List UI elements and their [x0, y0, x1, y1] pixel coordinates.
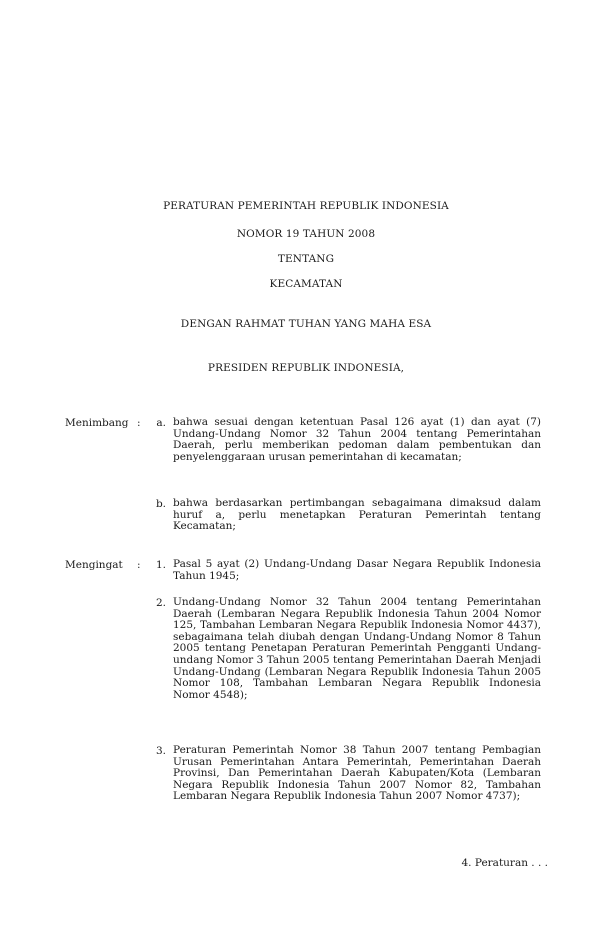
title-line-5: DENGAN RAHMAT TUHAN YANG MAHA ESA: [180, 318, 432, 330]
title-line-1: PERATURAN PEMERINTAH REPUBLIK INDONESIA: [163, 200, 449, 212]
mengingat-item-2-marker: 2.: [155, 597, 166, 609]
mengingat-item-3-marker: 3.: [155, 745, 166, 757]
mengingat-item-3-text: Peraturan Pemerintah Nomor 38 Tahun 2007 tentang Pembagian Urusan Pemerintahan Antara Pemerintah, Pemerintahan Daerah Provinsi, Dan Pemerintahan Daerah Kabupaten/Kota (Lembaran Negara Republik Indonesia Tahun 2007 Nomor 82, Tambahan Lembaran Negara Republik Indonesia Tahun 2007 Nomor 4737);: [173, 744, 541, 803]
mengingat-label: Mengingat: [65, 559, 123, 571]
menimbang-label: Menimbang: [65, 417, 129, 429]
menimbang-colon: :: [137, 417, 141, 429]
mengingat-item-2-text: Undang-Undang Nomor 32 Tahun 2004 tentang Pemerintahan Daerah (Lembaran Negara Republik Indonesia Tahun 2004 Nomor 125, Tambahan Lembaran Negara Republik Indonesia Nomor 4437), sebagaimana telah diubah dengan Undang-Undang Nomor 8 Tahun 2005 tentang Penetapan Peraturan Pemerintah Pengganti Undang-undang Nomor 3 Tahun 2005 tentang Pemerintahan Daerah Menjadi Undang-Undang (Lembaran Negara Republik Indonesia Tahun 2005 Nomor 108, Tambahan Lembaran Negara Republik Indonesia Nomor 4548);: [173, 596, 541, 701]
menimbang-item-a-marker: a.: [156, 417, 166, 429]
title-line-4: KECAMATAN: [269, 278, 343, 290]
title-line-6: PRESIDEN REPUBLIK INDONESIA,: [207, 362, 405, 374]
page-continuation: 4. Peraturan . . .: [461, 857, 548, 869]
mengingat-colon: :: [137, 559, 141, 571]
menimbang-item-a-text: bahwa sesuai dengan ketentuan Pasal 126 ayat (1) dan ayat (7) Undang-Undang Nomor 32 Tahun 2004 tentang Pemerintahan Daerah, perlu memberikan pedoman dalam pembentukan dan penyelenggaraan urusan pemerintahan di kecamatan;: [173, 416, 541, 463]
menimbang-item-b-text: bahwa berdasarkan pertimbangan sebagaimana dimaksud dalam huruf a, perlu menetapkan Peraturan Pemerintah tentang Kecamatan;: [173, 497, 541, 533]
mengingat-item-1-marker: 1.: [155, 559, 166, 571]
title-line-2: NOMOR 19 TAHUN 2008: [236, 228, 376, 240]
mengingat-item-1-text: Pasal 5 ayat (2) Undang-Undang Dasar Negara Republik Indonesia Tahun 1945;: [173, 558, 541, 582]
menimbang-item-b-marker: b.: [155, 498, 166, 510]
title-line-3: TENTANG: [277, 253, 335, 265]
